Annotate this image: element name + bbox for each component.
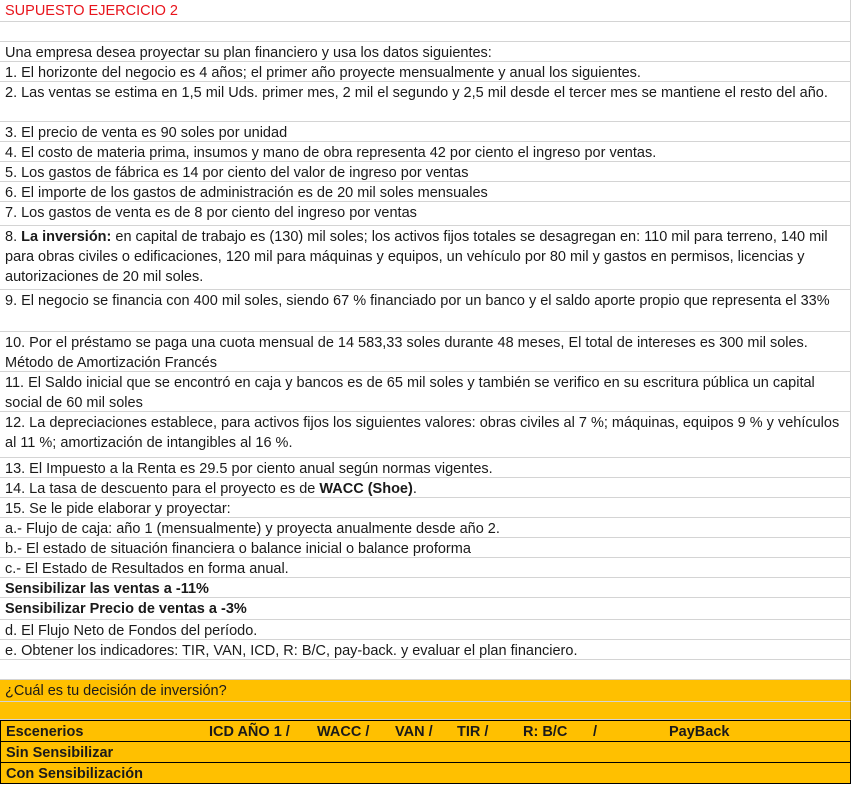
header-icd: ICD AÑO 1 / xyxy=(209,724,290,740)
intro-text[interactable]: Una empresa desea proyectar su plan financiero y usa los datos siguientes: xyxy=(0,42,851,62)
item-b[interactable]: b.- El estado de situación financiera o balance inicial o balance proforma xyxy=(0,538,851,558)
item-c[interactable]: c.- El Estado de Resultados en forma anual. xyxy=(0,558,851,578)
results-table-header[interactable] xyxy=(0,720,851,742)
item-8-text: en capital de trabajo es (130) mil soles; los activos fijos totales se desagregan en: 110 mil para terreno, 140 mil para obras civiles o edificaciones, 120 mil para máquinas y equipos, un vehículo por 80 mil y gastos en permisos, licencias y autorizaciones de 20 mil soles. xyxy=(5,229,828,285)
item-14-end: . xyxy=(412,481,417,497)
sensitivity-price[interactable]: Sensibilizar Precio de ventas a -3% xyxy=(0,598,851,620)
header-escenarios: Escenerios xyxy=(6,724,84,740)
empty-highlight-row[interactable] xyxy=(0,702,851,720)
item-4[interactable]: 4. El costo de materia prima, insumos y mano de obra representa 42 por ciento el ingreso por ventas. xyxy=(0,142,851,162)
sensitivity-sales[interactable]: Sensibilizar las ventas a -11% xyxy=(0,578,851,598)
item-e[interactable]: e. Obtener los indicadores: TIR, VAN, ICD, R: B/C, pay-back. y evaluar el plan financiero. xyxy=(0,640,851,660)
item-7[interactable]: 7. Los gastos de venta es de 8 por ciento del ingreso por ventas xyxy=(0,202,851,226)
sheet-title[interactable]: SUPUESTO EJERCICIO 2 xyxy=(0,0,851,22)
header-payback: PayBack xyxy=(669,724,730,740)
item-9[interactable]: 9. El negocio se financia con 400 mil soles, siendo 67 % financiado por un banco y el saldo aporte propio que representa el 33% xyxy=(0,290,851,332)
row-con-sensibilizacion[interactable]: Con Sensibilización xyxy=(0,763,851,784)
item-14[interactable] xyxy=(0,478,851,498)
item-6[interactable]: 6. El importe de los gastos de administración es de 20 mil soles mensuales xyxy=(0,182,851,202)
empty-row[interactable] xyxy=(0,22,851,42)
item-14-text: 14. La tasa de descuento para el proyecto es de xyxy=(5,481,320,497)
item-d[interactable]: d. El Flujo Neto de Fondos del período. xyxy=(0,620,851,640)
item-a[interactable]: a.- Flujo de caja: año 1 (mensualmente) y proyecta anualmente desde año 2. xyxy=(0,518,851,538)
item-2[interactable]: 2. Las ventas se estima en 1,5 mil Uds. primer mes, 2 mil el segundo y 2,5 mil desde el tercer mes se mantiene el resto del año. xyxy=(0,82,851,122)
item-15[interactable]: 15. Se le pide elaborar y proyectar: xyxy=(0,498,851,518)
header-rbc: R: B/C xyxy=(523,724,568,740)
item-5[interactable]: 5. Los gastos de fábrica es 14 por ciento del valor de ingreso por ventas xyxy=(0,162,851,182)
header-wacc: WACC / xyxy=(317,724,370,740)
item-1[interactable]: 1. El horizonte del negocio es 4 años; el primer año proyecte mensualmente y anual los siguientes. xyxy=(0,62,851,82)
header-tir: TIR / xyxy=(457,724,489,740)
item-11[interactable]: 11. El Saldo inicial que se encontró en caja y bancos es de 65 mil soles y también se verifico en su escritura pública un capital social de 60 mil soles xyxy=(0,372,851,412)
item-8-label: La inversión: xyxy=(21,229,112,245)
item-13[interactable]: 13. El Impuesto a la Renta es 29.5 por ciento anual según normas vigentes. xyxy=(0,458,851,478)
item-10[interactable]: 10. Por el préstamo se paga una cuota mensual de 14 583,33 soles durante 48 meses, El total de intereses es 300 mil soles. Método de Amortización Francés xyxy=(0,332,851,372)
item-14-wacc: WACC (Shoe) xyxy=(319,481,413,497)
header-van: VAN / xyxy=(395,724,433,740)
header-separator: / xyxy=(593,724,598,740)
row-sin-sensibilizar[interactable]: Sin Sensibilizar xyxy=(0,742,851,763)
decision-question[interactable]: ¿Cuál es tu decisión de inversión? xyxy=(0,680,851,702)
empty-row[interactable] xyxy=(0,660,851,680)
item-8-prefix: 8. xyxy=(5,229,22,245)
item-12[interactable]: 12. La depreciaciones establece, para activos fijos los siguientes valores: obras civiles al 7 %; máquinas, equipos 9 % y vehículos al 11 %; amortización de intangibles al 16 %. xyxy=(0,412,851,458)
item-3[interactable]: 3. El precio de venta es 90 soles por unidad xyxy=(0,122,851,142)
item-8[interactable] xyxy=(0,226,851,290)
